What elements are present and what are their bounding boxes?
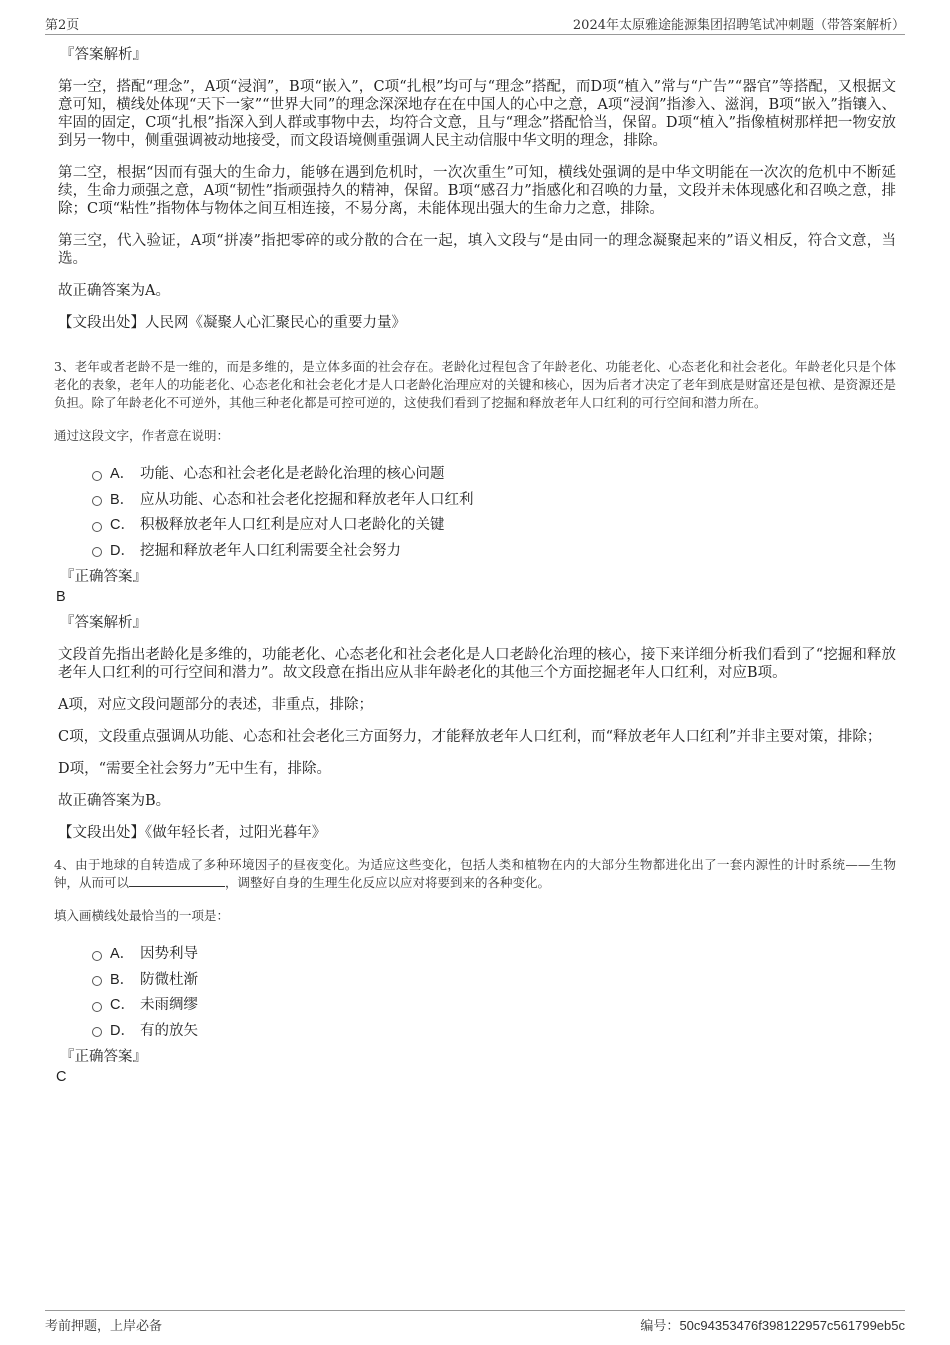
q3-question: 3、老年或者老龄不是一维的，而是多维的，是立体多面的社会存在。老龄化过程包含了年龄老化、功能老化、心态老化和社会老化。年龄老化只是个体老化的表象，老年人的功能老化、心态老化和社会老化才是人口老龄化治理应对的关键和核心，因为后者才决定了老年到底是财富还是包袱、是资源还是负担。除了年龄老化不可逆外，其他三种老化都是可控可逆的，这使我们看到了挖掘和释放老年人口红利的可行空间和潜力所在。 [54,359,896,410]
q4-options [92,940,896,1042]
q3-analysis-paragraph: 故正确答案为B。 [58,793,171,809]
q4-correct-answer: C [56,1069,67,1085]
q4-option-c[interactable]: C． 未雨绸缪 [92,991,896,1017]
radio-icon[interactable] [92,1002,102,1012]
q4-prompt: 填入画横线处最恰当的一项是： [54,908,230,923]
footer-slogan: 考前押题，上岸必备 [45,1319,163,1334]
footer-code: 编号：50c94353476f398122957c561799eb5c [640,1318,905,1334]
q4-question: 4、由于地球的自转造成了多种环境因子的昼夜变化。为适应这些变化，包括人类和植物在内的大部分生物都进化出了一套内源性的计时系统——生物钟，从而可以 ，调整好自身的生理生化反应以应对将要到来的各种变化。 [54,857,896,890]
q4-option-b[interactable]: B． 防微杜渐 [92,966,896,992]
q3-option-b[interactable]: B． 应从功能、心态和社会老化挖掘和释放老年人口红利 [92,486,896,512]
q3-analysis-paragraph: C项，文段重点强调从功能、心态和社会老化三方面努力，才能释放老年人口红利，而“释放老年人口红利”并非主要对策，排除； [58,729,882,745]
q3-option-d[interactable]: D． 挖掘和释放老年人口红利需要全社会努力 [92,537,896,563]
radio-icon[interactable] [92,471,102,481]
q4-option-a[interactable]: A． 因势利导 [92,940,896,966]
page-footer [45,1310,905,1333]
q3-analysis-paragraph: D项，“需要全社会努力”无中生有，排除。 [58,761,331,777]
q3-option-a[interactable]: A． 功能、心态和社会老化是老龄化治理的核心问题 [92,460,896,486]
q2-analysis [56,78,896,332]
q2-source: 【文段出处】人民网《凝聚人心汇聚民心的重要力量》 [58,315,406,331]
q3-prompt: 通过这段文字，作者意在说明： [54,428,230,443]
q3-analysis [56,646,896,842]
q2-analysis-label: 『答案解析』 [60,47,147,63]
radio-icon[interactable] [92,547,102,557]
q2-analysis-paragraph: 第一空，搭配“理念”，A项“浸润”，B项“嵌入”，C项“扎根”均可与“理念”搭配，而D项“植入”常与“广告”“器官”等搭配，又根据文意可知，横线处体现“天下一家”“世界大同”的理念深深地存在在中国人的心中之意，A项“浸润”指渗入、滋润，B项“嵌入”指镶入、牢固的固定，C项“扎根”指深入到人群或事物中去，均符合文意，且与“理念”搭配恰当，保留。D项“植入”指像植树那样把一物安放到另一物中，侧重强调被动地接受，而文段语境侧重强调人民主动信服中华文明的理念，排除。 [58,79,896,149]
q2-analysis-paragraph: 故正确答案为A。 [58,283,170,299]
q4-correct-label: 『正确答案』 [60,1049,147,1065]
q4-option-d[interactable]: D． 有的放矢 [92,1017,896,1043]
radio-icon[interactable] [92,976,102,986]
q3-analysis-label: 『答案解析』 [60,615,147,631]
page-number: 第2页 [45,18,80,33]
radio-icon[interactable] [92,522,102,532]
document-title: 2024年太原雅途能源集团招聘笔试冲刺题（带答案解析） [572,18,905,33]
q2-analysis-paragraph: 第三空，代入验证，A项“拼凑”指把零碎的或分散的合在一起，填入文段与“是由同一的理念凝聚起来的”语义相反，符合文意，当选。 [58,233,896,267]
answer-blank [129,874,225,887]
radio-icon[interactable] [92,951,102,961]
radio-icon[interactable] [92,496,102,506]
q3-analysis-paragraph: 文段首先指出老龄化是多维的，功能老化、心态老化和社会老化是人口老龄化治理的核心，接下来详细分析我们看到了“挖掘和释放老年人口红利的可行空间和潜力”。故文段意在指出应从非年龄老化的其他三个方面挖掘老年人口红利，对应B项。 [58,647,896,681]
q2-analysis-paragraph: 第二空，根据“因而有强大的生命力，能够在遇到危机时，一次次重生”可知，横线处强调的是中华文明能在一次次的危机中不断延续，生命力顽强之意，A项“韧性”指顽强持久的精神，保留。B项“感召力”指感化和召唤的力量，文段并未体现感化和召唤之意，排除；C项“粘性”指物体与物体之间互相连接，不易分离，未能体现出强大的生命力之意，排除。 [58,165,896,217]
page-header [45,12,905,35]
q3-options [92,460,896,562]
q3-correct-answer: B [56,589,66,605]
radio-icon[interactable] [92,1027,102,1037]
q3-analysis-paragraph: A项，对应文段问题部分的表述，非重点，排除； [58,697,373,713]
q3-correct-label: 『正确答案』 [60,569,147,585]
q3-source: 【文段出处】《做年轻长者，过阳光暮年》 [58,825,327,841]
q3-option-c[interactable]: C． 积极释放老年人口红利是应对人口老龄化的关键 [92,511,896,537]
main-content [56,46,896,1094]
